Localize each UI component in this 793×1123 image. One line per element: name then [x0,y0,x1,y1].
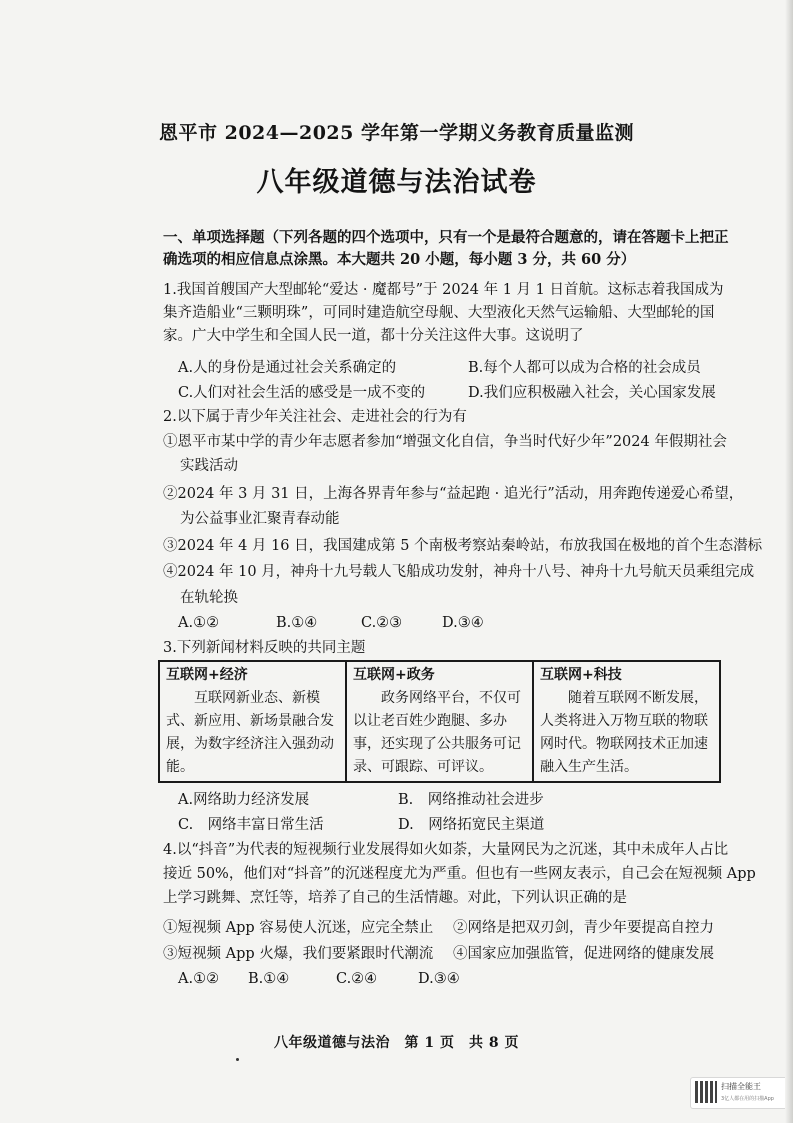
q3-option-d: D. 网络拓宽民主渠道 [398,817,545,833]
q2-item1-line1: ①恩平市某中学的青少年志愿者参加“增强文化自信，争当时代好少年”2024 年假期社会 [163,434,727,450]
q2-item4-line2: 在轨轮换 [180,590,238,606]
scan-speck [236,1058,239,1061]
section-instruction-line2: 确选项的相应信息点涂黑。本大题共 20 小题，每小题 3 分，共 60 分） [163,251,636,268]
q4-statement-1: ①短视频 App 容易使人沉迷，应完全禁止 [163,920,434,936]
q2-item2-line1: ②2024 年 3 月 31 日，上海各界青年参与“益起跑 · 追光行”活动，用奔跑传递爱心希望， [163,486,744,502]
q3-cell-body: 随着互联网不断发展，人类将进入万物互联的物联网时代。物联网技术正加速融入生产生活。 [540,690,708,775]
q3-option-c: C. 网络丰富日常生活 [178,817,324,833]
q3-cell-heading: 互联网+经济 [166,667,248,683]
q3-news-table [158,660,721,783]
q4-option-b: B.①④ [248,971,290,987]
q2-item1-line2: 实践活动 [180,458,238,474]
watermark-subtitle: 3亿人都在用的扫描App [721,1096,774,1102]
q4-stem-line3: 上学习跳舞、烹饪等，培养了自己的生活情趣。对此，下列认识正确的是 [163,890,627,906]
q2-stem: 2.以下属于青少年关注社会、走进社会的行为有 [163,409,467,425]
q1-stem-line1: 1.我国首艘国产大型邮轮“爱达 · 魔都号”于 2024 年 1 月 1 日首航。这标志着我国成为 [163,282,724,298]
q3-option-a: A.网络助力经济发展 [178,792,310,808]
q3-cell-heading: 互联网+政务 [353,667,435,683]
q2-option-b: B.①④ [276,615,318,631]
q3-cell-body: 互联网新业态、新模式、新应用、新场景融合发展，为数字经济注入强劲动能。 [166,690,334,775]
q2-item3: ③2024 年 4 月 16 日，我国建成第 5 个南极考察站秦岭站，布放我国在极地的首个生态潜标 [163,538,763,554]
watermark-title: 扫描全能王 [721,1082,761,1091]
q4-option-a: A.①② [178,971,220,987]
q3-news-cell-government [346,661,533,782]
qr-code-icon [695,1081,717,1103]
q4-statement-3: ③短视频 App 火爆，我们要紧跟时代潮流 [163,946,434,962]
q4-stem-line1: 4.以“抖音”为代表的短视频行业发展得如火如荼，大量网民为之沉迷，其中未成年人占比 [163,842,729,858]
q4-stem-line2: 接近 50%，他们对“抖音”的沉迷程度尤为严重。但也有一些网友表示，自己会在短视频 App [163,866,756,882]
exam-subtitle: 八年级道德与法治试卷 [256,167,537,198]
page-footer: 八年级道德与法治 第 1 页 共 8 页 [274,1035,519,1051]
q1-option-c: C.人们对社会生活的感受是一成不变的 [178,385,426,401]
page-edge-shadow [785,0,793,1123]
q2-option-a: A.①② [178,615,220,631]
q1-option-a: A.人的身份是通过社会关系确定的 [178,360,397,376]
q4-statement-2: ②网络是把双刃剑，青少年要提高自控力 [453,920,714,936]
exam-header-title: 恩平市 2024—2025 学年第一学期义务教育质量监测 [159,122,634,144]
q3-news-cell-technology [533,661,720,782]
q1-stem-line3: 家。广大中学生和全国人民一道，都十分关注这件大事。这说明了 [163,328,584,344]
q1-option-d: D.我们应积极融入社会，关心国家发展 [468,385,716,401]
section-instruction-line1: 一、单项选择题（下列各题的四个选项中，只有一个是最符合题意的，请在答题卡上把正 [163,229,729,246]
q3-cell-heading: 互联网+科技 [540,667,622,683]
q3-news-cell-economy [159,661,346,782]
q3-stem: 3.下列新闻材料反映的共同主题 [163,640,366,656]
q4-statement-4: ④国家应加强监管，促进网络的健康发展 [453,946,714,962]
q2-item4-line1: ④2024 年 10 月，神舟十九号载人飞船成功发射，神舟十八号、神舟十九号航天员乘组完成 [163,564,755,580]
q2-item2-line2: 为公益事业汇聚青春动能 [180,511,340,527]
scanner-watermark [690,1077,788,1109]
q1-option-b: B.每个人都可以成为合格的社会成员 [468,360,701,376]
q2-option-d: D.③④ [442,615,484,631]
q2-option-c: C.②③ [361,615,403,631]
q3-option-b: B. 网络推动社会进步 [398,792,544,808]
q3-cell-body: 政务网络平台，不仅可以让老百姓少跑腿、多办事，还实现了公共服务可记录、可跟踪、可评议。 [353,690,521,775]
q4-option-d: D.③④ [418,971,460,987]
q1-stem-line2: 集齐造船业“三颗明珠”，可同时建造航空母舰、大型液化天然气运输船、大型邮轮的国 [163,305,715,321]
q4-option-c: C.②④ [336,971,378,987]
